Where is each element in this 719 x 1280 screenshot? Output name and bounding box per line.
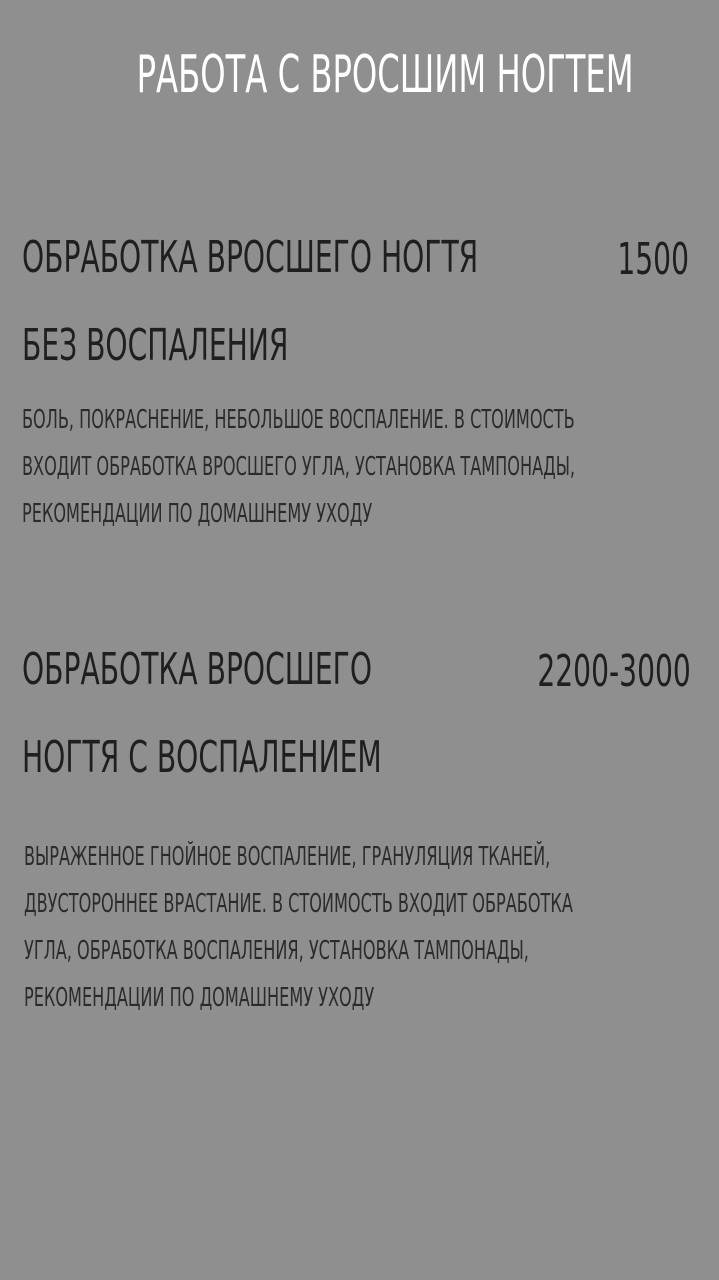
page-title: РАБОТА С ВРОСШИМ НОГТЕМ (136, 45, 634, 105)
service-item (22, 214, 702, 390)
service-description (24, 834, 573, 1022)
service-name-line: ОБРАБОТКА ВРОСШЕГО (22, 644, 372, 695)
description-line: РЕКОМЕНДАЦИИ ПО ДОМАШНЕМУ УХОДУ (24, 983, 375, 1013)
service-name-line: НОГТЯ С ВОСПАЛЕНИЕМ (22, 732, 382, 783)
description-line: УГЛА, ОБРАБОТКА ВОСПАЛЕНИЯ, УСТАНОВКА ТАМПОНАДЫ, (24, 936, 529, 966)
description-line: ДВУСТОРОННЕЕ ВРАСТАНИЕ. В СТОИМОСТЬ ВХОДИТ ОБРАБОТКА (24, 889, 573, 919)
description-line: ВХОДИТ ОБРАБОТКА ВРОСШЕГО УГЛА, УСТАНОВКА ТАМПОНАДЫ, (22, 452, 576, 482)
service-price: 2200-3000 (537, 646, 691, 697)
service-price: 1500 (617, 234, 689, 285)
service-name-line: БЕЗ ВОСПАЛЕНИЯ (22, 320, 289, 371)
service-name-line: ОБРАБОТКА ВРОСШЕГО НОГТЯ (22, 232, 479, 283)
description-line: РЕКОМЕНДАЦИИ ПО ДОМАШНЕМУ УХОДУ (22, 499, 373, 529)
service-description (22, 397, 575, 538)
description-line: ВЫРАЖЕННОЕ ГНОЙНОЕ ВОСПАЛЕНИЕ, ГРАНУЛЯЦИЯ ТКАНЕЙ, (24, 842, 551, 872)
description-line: БОЛЬ, ПОКРАСНЕНИЕ, НЕБОЛЬШОЕ ВОСПАЛЕНИЕ. В СТОИМОСТЬ (22, 405, 575, 435)
